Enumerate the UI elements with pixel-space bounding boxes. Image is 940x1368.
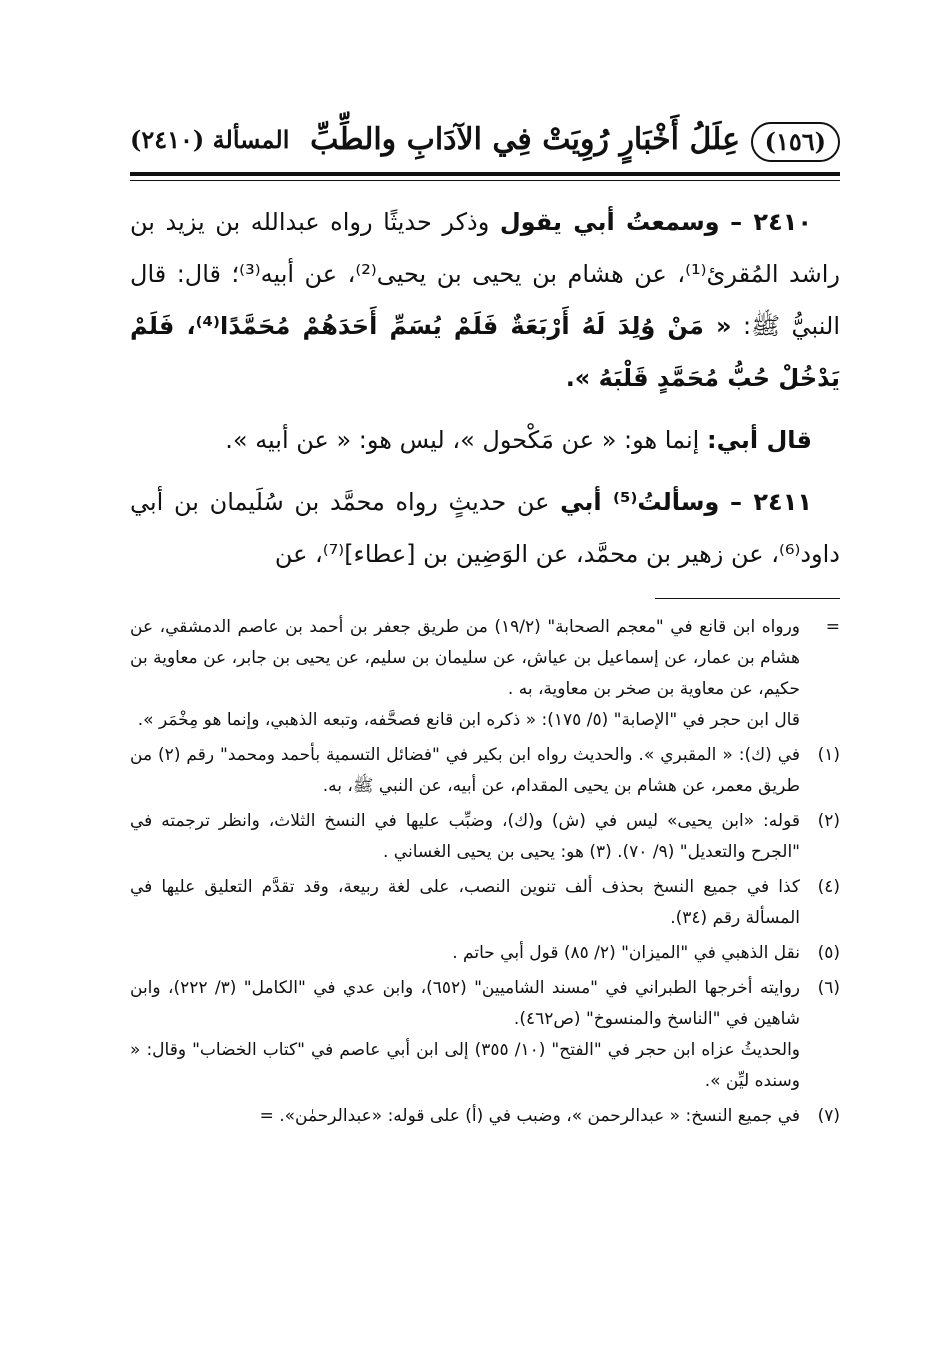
issue-number: ٢٤١١ – <box>730 488 812 516</box>
footnote-text: نقل الذهبي في "الميزان" (٢/ ٨٥) قول أبي حاتم . <box>452 943 800 963</box>
paragraph-lead: وسمعتُ أبي يقول <box>499 208 720 236</box>
paragraph-text: وذكر حديثًا رواه عبدالله بن يزيد بن راشد المُقرئ⁽¹⁾، عن هشام بن يحيى بن يحيى⁽²⁾، عن أبيه⁽³⁾؛ قال: قال النبيُّ ﷺ: <box>130 208 841 340</box>
hadith-text: « مَنْ وُلِدَ لَهُ أَرْبَعَةٌ فَلَمْ يُسَمِّ أَحَدَهُمْ مُحَمَّدًا⁽⁴⁾، فَلَمْ يَدْخُلْ حُبُّ مُحَمَّدٍ قَلْبَهُ ». <box>130 312 840 392</box>
footnote-text: في (ك): « المقبري ». والحديث رواه ابن بكير في "فضائل التسمية بأحمد ومحمد" رقم (٢) من طريق معمر، عن هشام بن يحيى المقدام، عن أبيه، عن النبي ﷺ، به. <box>130 745 800 796</box>
footnote-text: كذا في جميع النسخ بحذف ألف تنوين النصب، على لغة ربيعة، وقد تقدَّم التعليق عليها في المسألة رقم (٣٤). <box>130 877 800 928</box>
footnote-mark: (٢) <box>817 811 840 831</box>
footnote-mark: (٥) <box>817 943 840 963</box>
footnote-text: قال ابن حجر في "الإصابة" (٥/ ١٧٥): « ذكره ابن قانع فصحَّفه، وتبعه الذهبي، وإنما هو مِخْمَر ». <box>137 710 800 730</box>
paragraph-lead: وسألتُ⁽⁵⁾ أبي <box>560 488 720 516</box>
footnote-mark: (١) <box>817 745 840 765</box>
header-rule-thick <box>130 172 840 176</box>
footnote-text: والحديثُ عزاه ابن حجر في "الفتح" (١٠/ ٣٥٥) إلى ابن أبي عاصم في "كتاب الخضاب" وقال: « وسنده ليِّن ». <box>130 1040 800 1091</box>
book-title: عِلَلُ أَخْبَارٍ رُوِيَتْ فِي الآدَابِ والطِّبِّ <box>310 122 740 157</box>
footnote-mark: (٧) <box>817 1106 840 1126</box>
footnote-continuation <box>130 612 840 736</box>
footnote-text: قوله: «ابن يحيى» ليس في (ش) و(ك)، وضبِّب عليها في النسخ الثلاث، وانظر ترجمته في "الجرح والتعديل" (٩/ ٧٠). (٣) هو: يحيى بن يحيى الغساني . <box>130 811 800 862</box>
abu-comment-paragraph <box>130 414 840 466</box>
main-text <box>130 196 840 590</box>
footnote-mark: = <box>825 617 840 637</box>
footnote-text: روايته أخرجها الطبراني في "مسند الشاميين" (٦٥٢)، وابن عدي في "الكامل" (٣/ ٢٢٢)، وابن شاهين في "الناسخ والمنسوخ" (ص٤٦٢). <box>130 978 800 1029</box>
paragraph-text: عن حديثٍ رواه محمَّد بن سُلَيمان بن أبي داود⁽⁶⁾، عن زهير بن محمَّد، عن الوَضِين بن [عطاء]⁽⁷⁾، عن <box>130 488 840 568</box>
issue-label: المسألة (٢٤١٠) <box>130 125 290 154</box>
page-number: (١٥٦) <box>751 122 840 162</box>
issue-2411-paragraph <box>130 476 840 580</box>
footnote-1 <box>130 740 840 802</box>
paragraph-lead: قال أبي: <box>706 426 812 454</box>
footnote-7 <box>130 1101 840 1132</box>
footnote-2-3 <box>130 806 840 868</box>
footnote-mark: (٦) <box>817 978 840 998</box>
issue-2410-paragraph <box>130 196 840 404</box>
footnote-separator <box>655 598 840 599</box>
footnotes <box>130 612 840 1136</box>
issue-number: ٢٤١٠ – <box>730 208 813 236</box>
footnote-text: ورواه ابن قانع في "معجم الصحابة" (١٩/٢) من طريق جعفر بن أحمد بن عاصم الدمشقي، عن هشام بن عمار، عن إسماعيل بن عياش، عن سليمان بن سليم، عن يحيى بن جابر، عن معاوية بن حكيم، عن معاوية بن صخر بن معاوية، به . <box>130 617 801 699</box>
header-rule-thin <box>130 180 840 181</box>
footnote-5 <box>130 938 840 969</box>
footnote-6 <box>130 973 840 1097</box>
paragraph-text: إنما هو: « عن مَكْحول »، ليس هو: « عن أبيه ». <box>225 426 700 454</box>
footnote-mark: (٤) <box>817 877 840 897</box>
footnote-text: في جميع النسخ: « عبدالرحمن »، وضبب في (أ) على قوله: «عبدالرحمٰن». = <box>259 1106 800 1126</box>
footnote-4 <box>130 872 840 934</box>
page-header <box>130 118 840 170</box>
